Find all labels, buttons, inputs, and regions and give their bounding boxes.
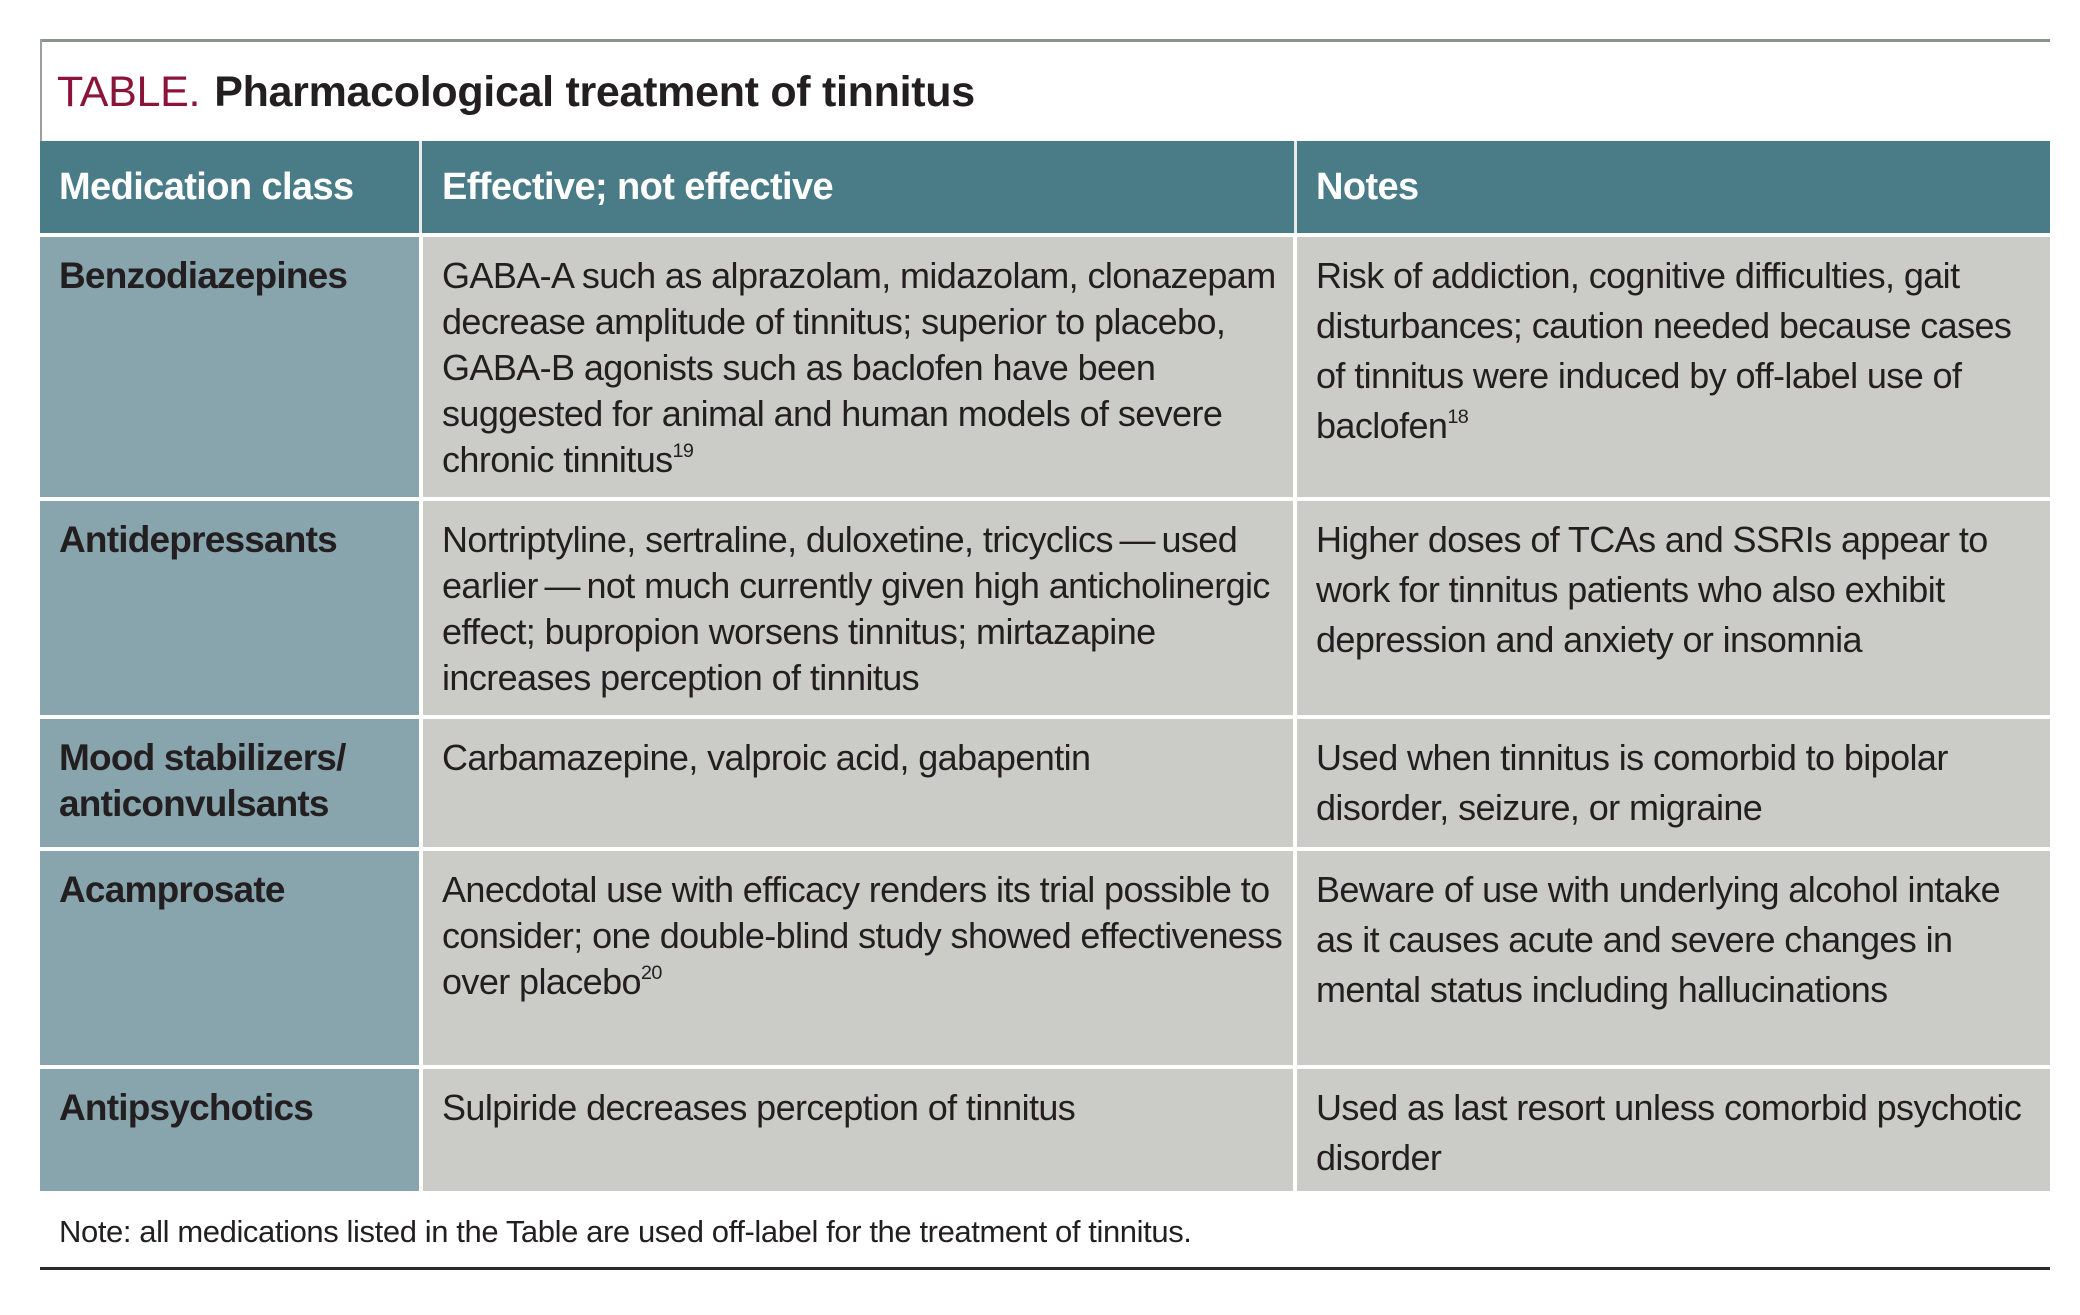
medication-class: Antipsychotics bbox=[59, 1087, 314, 1128]
reference-number: 20 bbox=[640, 962, 662, 985]
table-row bbox=[40, 237, 2050, 497]
notes-text: Beware of use with underlying alcohol intake as it causes acute and severe changes in mental status including hallucinations bbox=[1316, 869, 2001, 1010]
medication-class-cell bbox=[40, 719, 419, 847]
table-row bbox=[40, 1069, 2050, 1191]
reference-number: 18 bbox=[1447, 406, 1469, 429]
medication-class: Mood stabilizers/ anticonvulsants bbox=[59, 737, 346, 824]
medication-class-cell bbox=[40, 851, 419, 1065]
medication-class-cell bbox=[40, 501, 419, 715]
table-row bbox=[40, 501, 2050, 715]
notes-cell bbox=[1297, 1069, 2050, 1191]
header-notes: Notes bbox=[1316, 166, 1419, 208]
table-title bbox=[57, 66, 975, 118]
medication-class-cell bbox=[40, 1069, 419, 1191]
effective-text: GABA-A such as alprazolam, midazolam, clonazepam decrease amplitude of tinnitus; superior to placebo, GABA-B agonists such as baclofen have been suggested for animal and human models of severe chronic tinnitus$^{19}$ bbox=[442, 255, 1276, 480]
notes-text: Used as last resort unless comorbid psychotic disorder bbox=[1316, 1087, 2022, 1178]
effective-text: Nortriptyline, sertraline, duloxetine, tricyclics — used earlier — not much currently given high anticholinergic effect; bupropion worsens tinnitus; mirtazapine increases perception of tinnitus bbox=[442, 519, 1270, 698]
top-rule bbox=[40, 39, 2050, 42]
effective-text: Sulpiride decreases perception of tinnitus bbox=[442, 1087, 1076, 1128]
table-row bbox=[40, 719, 2050, 847]
table-title-text: Pharmacological treatment of tinnitus bbox=[214, 68, 975, 116]
header-effective: Effective; not effective bbox=[442, 166, 834, 208]
header-divider bbox=[419, 141, 422, 233]
medication-class: Benzodiazepines bbox=[59, 255, 348, 296]
reference-number: 19 bbox=[672, 440, 694, 463]
bottom-rule bbox=[40, 1267, 2050, 1270]
notes-cell bbox=[1297, 851, 2050, 1065]
effective-cell bbox=[423, 719, 1293, 847]
table-label: TABLE. bbox=[57, 68, 201, 116]
medication-class-cell bbox=[40, 237, 419, 497]
notes-cell bbox=[1297, 719, 2050, 847]
effective-text: Carbamazepine, valproic acid, gabapentin bbox=[442, 737, 1091, 778]
medication-class: Antidepressants bbox=[59, 519, 337, 560]
table-row bbox=[40, 851, 2050, 1065]
table-header bbox=[40, 141, 2050, 233]
title-left-border bbox=[40, 39, 42, 141]
effective-cell bbox=[423, 501, 1293, 715]
effective-cell bbox=[423, 851, 1293, 1065]
header-divider bbox=[1294, 141, 1297, 233]
effective-cell bbox=[423, 237, 1293, 497]
notes-cell bbox=[1297, 237, 2050, 497]
notes-text: Risk of addiction, cognitive difficulties, gait disturbances; caution needed because cases of tinnitus were induced by off-label use of baclofen$^{18}$ bbox=[1316, 255, 2012, 446]
notes-cell bbox=[1297, 501, 2050, 715]
table-footnote: Note: all medications listed in the Table are used off-label for the treatment of tinnitus. bbox=[59, 1214, 1192, 1249]
medication-class: Acamprosate bbox=[59, 869, 285, 910]
header-medication-class: Medication class bbox=[59, 166, 354, 208]
effective-cell bbox=[423, 1069, 1293, 1191]
effective-text: Anecdotal use with efficacy renders its trial possible to consider; one double-blind study showed effectiveness over placebo$^{20}$ bbox=[442, 869, 1283, 1002]
notes-text: Higher doses of TCAs and SSRIs appear to work for tinnitus patients who also exhibit depression and anxiety or insomnia bbox=[1316, 519, 1988, 660]
notes-text: Used when tinnitus is comorbid to bipolar disorder, seizure, or migraine bbox=[1316, 737, 1948, 828]
